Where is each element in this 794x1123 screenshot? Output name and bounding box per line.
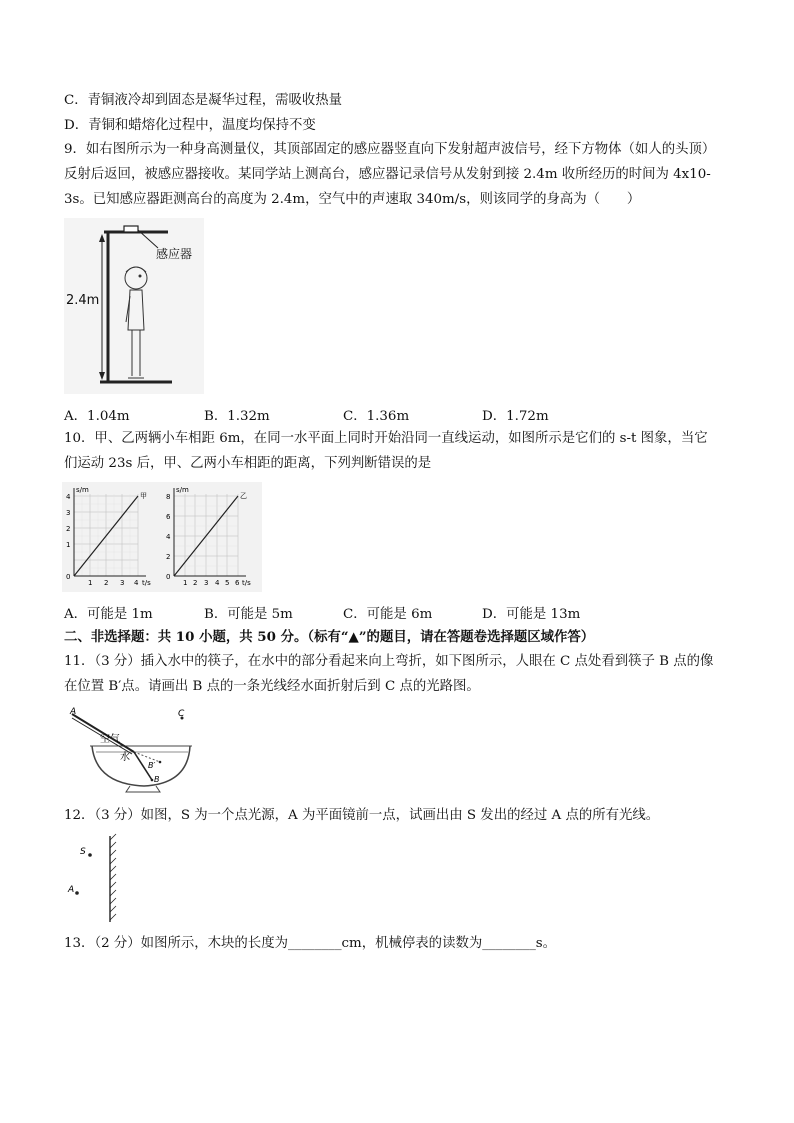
q9-option-b: B．1.32m: [204, 409, 270, 424]
xlabel-jia: t/s: [142, 579, 151, 587]
ytick: 4: [66, 493, 71, 501]
q12-text: 12．（3 分）如图，S 为一个点光源，A 为平面镜前一点，试画出由 S 发出的经过 A 点的所有光线。: [64, 808, 660, 823]
q10-text-line2: 们运动 23s 后，甲、乙两小车相距的距离，下列判断错误的是: [64, 456, 432, 471]
q10-option-d: D．可能是 13m: [482, 607, 581, 622]
q9-option-d: D．1.72m: [482, 409, 549, 424]
chopstick-bowl-figure: [64, 704, 200, 796]
q9-option-a: A．1.04m: [64, 409, 130, 424]
q10-option-b: B．可能是 5m: [204, 607, 293, 622]
label-air: 空气: [100, 734, 120, 745]
q9-option-c: C．1.36m: [343, 409, 410, 424]
origin: 0: [66, 573, 71, 581]
q10-option-c: C．可能是 6m: [343, 607, 433, 622]
xtick: 2: [193, 579, 198, 587]
q9-text-line1: 9．如右图所示为一种身高测量仪，其顶部固定的感应器竖直向下发射超声波信号，经下方物体（如人的头顶）: [64, 142, 716, 157]
xtick: 1: [88, 579, 93, 587]
name-yi: 乙: [240, 492, 247, 500]
ytick: 3: [66, 509, 71, 517]
ytick: 8: [166, 493, 171, 501]
ytick: 6: [166, 513, 171, 521]
label-a-point: A: [68, 885, 75, 895]
xtick: 4: [215, 579, 220, 587]
label-b-prime: B′: [148, 761, 156, 770]
label-water: 水: [120, 752, 130, 763]
q9-text-line2: 反射后返回，被感应器接收。某同学站上测高台，感应器记录信号从发射到接 2.4m 收所经历的时间为 4x10-: [64, 167, 711, 182]
label-c: C: [178, 709, 185, 719]
height-meter-figure: [64, 218, 204, 394]
ytick: 1: [66, 541, 71, 549]
ytick: 2: [66, 525, 71, 533]
label-s: S: [80, 847, 86, 857]
q10-option-a: A．可能是 1m: [64, 607, 153, 622]
section-2-heading: 二、非选择题：共 10 小题，共 50 分。（标有“▲”的题目，请在答题卷选择题区域作答）: [64, 629, 595, 645]
xlabel-yi: t/s: [242, 579, 251, 587]
q8-option-d: D．青铜和蜡熔化过程中，温度均保持不变: [64, 118, 316, 133]
q10-text-line1: 10．甲、乙两辆小车相距 6m，在同一水平面上同时开始沿同一直线运动，如图所示是它们的 s-t 图象，当它: [64, 431, 708, 446]
xtick: 5: [225, 579, 230, 587]
mirror-figure: [64, 832, 134, 924]
ytick: 2: [166, 553, 171, 561]
label-a: A: [70, 707, 77, 717]
q11-text-line2: 在位置 B′点。请画出 B 点的一条光线经水面折射后到 C 点的光路图。: [64, 679, 480, 694]
xtick: 1: [183, 579, 188, 587]
q11-text-line1: 11．（3 分）插入水中的筷子，在水中的部分看起来向上弯折，如下图所示，人眼在 C 点处看到筷子 B 点的像: [64, 654, 714, 669]
point-a-icon: [75, 891, 79, 895]
name-jia: 甲: [140, 492, 147, 500]
sensor-icon: [124, 226, 138, 232]
q9-text-line3: 3s。已知感应器距测高台的高度为 2.4m，空气中的声速取 340m/s，则该同学的身高为（ ）: [64, 192, 641, 207]
ylabel-yi: s/m: [176, 486, 189, 494]
q13-text: 13．（2 分）如图所示，木块的长度为________cm，机械停表的读数为________s。: [64, 936, 557, 951]
xtick: 6: [235, 579, 240, 587]
st-graphs-figure: [62, 482, 262, 592]
ytick: 4: [166, 533, 171, 541]
height-label: 2.4m: [66, 293, 100, 308]
sensor-label: 感应器: [156, 247, 193, 261]
label-b: B: [154, 775, 160, 784]
ylabel-jia: s/m: [76, 486, 89, 494]
xtick: 3: [204, 579, 209, 587]
point-source-icon: [88, 853, 92, 857]
q8-option-c: C．青铜液冷却到固态是凝华过程，需吸收热量: [64, 93, 343, 108]
xtick: 2: [104, 579, 109, 587]
xtick: 4: [134, 579, 139, 587]
xtick: 3: [120, 579, 125, 587]
origin: 0: [166, 573, 171, 581]
